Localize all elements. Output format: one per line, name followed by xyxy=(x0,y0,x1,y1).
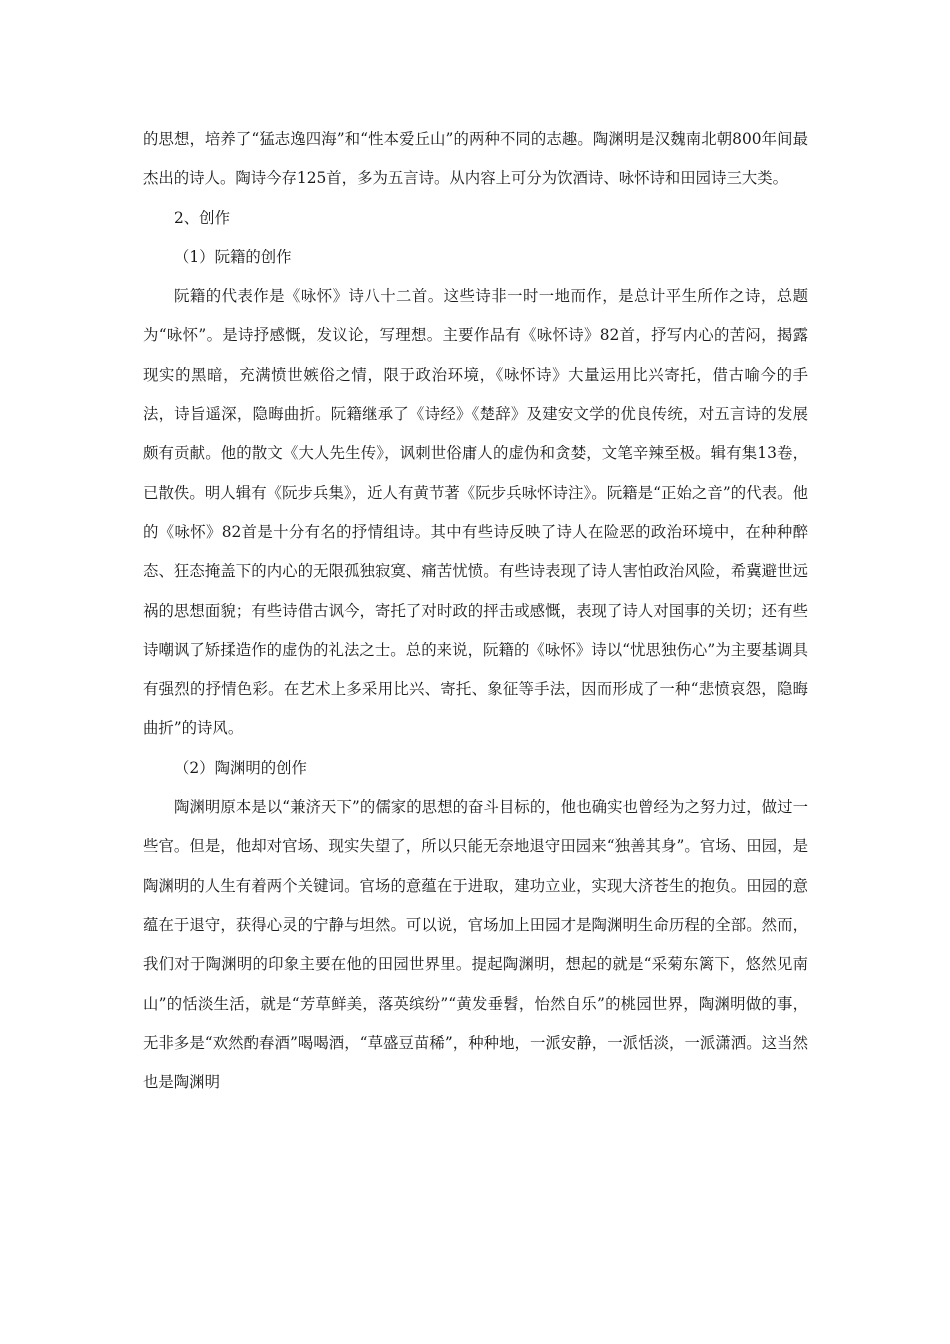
paragraph-tao-intro-continued: 的思想，培养了“猛志逸四海”和“性本爱丘山”的两种不同的志趣。陶渊明是汉魏南北朝800年间最杰出的诗人。陶诗今存125首，多为五言诗。从内容上可分为饮酒诗、咏怀诗和田园诗三大类。 xyxy=(143,130,808,188)
subheading-ruan-ji: （1）阮籍的创作 xyxy=(174,247,292,266)
document-body xyxy=(143,120,808,1102)
paragraph-tao-yuanming-works: 陶渊明原本是以“兼济天下”的儒家的思想的奋斗目标的，他也确实也曾经为之努力过，做过一些官。但是，他却对官场、现实失望了，所以只能无奈地退守田园来“独善其身”。官场、田园，是陶渊明的人生有着两个关键词。官场的意蕴在于进取，建功立业，实现大济苍生的抱负。田园的意蕴在于退守，获得心灵的宁静与坦然。可以说，官场加上田园才是陶渊明生命历程的全部。然而，我们对于陶渊明的印象主要在他的田园世界里。提起陶渊明，想起的就是“采菊东篱下，悠然见南山”的恬淡生活，就是“芳草鲜美，落英缤纷”“黄发垂髫，怡然自乐”的桃园世界，陶渊明做的事，无非多是“欢然酌春酒”喝喝酒，“草盛豆苗稀”，种种地，一派安静，一派恬淡，一派潇洒。这当然也是陶渊明 xyxy=(143,798,808,1092)
section-heading-creation: 2、创作 xyxy=(174,208,230,227)
paragraph-ruan-ji-works: 阮籍的代表作是《咏怀》诗八十二首。这些诗非一时一地而作，是总计平生所作之诗，总题为“咏怀”。是诗抒感慨，发议论，写理想。主要作品有《咏怀诗》82首，抒写内心的苦闷，揭露现实的黑暗，充满愤世嫉俗之情，限于政治环境，《咏怀诗》大量运用比兴寄托，借古喻今的手法，诗旨遥深，隐晦曲折。阮籍继承了《诗经》《楚辞》及建安文学的优良传统，对五言诗的发展颇有贡献。他的散文《大人先生传》，讽刺世俗庸人的虚伪和贪婪，文笔辛辣至极。辑有集13卷，已散佚。明人辑有《阮步兵集》，近人有黄节著《阮步兵咏怀诗注》。阮籍是“正始之音”的代表。他的《咏怀》82首是十分有名的抒情组诗。其中有些诗反映了诗人在险恶的政治环境中，在种种醉态、狂态掩盖下的内心的无限孤独寂寞、痛苦忧愤。有些诗表现了诗人害怕政治风险，希冀避世远祸的思想面貌；有些诗借古讽今，寄托了对时政的抨击或感慨，表现了诗人对国事的关切；还有些诗嘲讽了矫揉造作的虚伪的礼法之士。总的来说，阮籍的《咏怀》诗以“忧思独伤心”为主要基调具有强烈的抒情色彩。在艺术上多采用比兴、寄托、象征等手法，因而形成了一种“悲愤哀怨，隐晦曲折”的诗风。 xyxy=(143,287,808,738)
subheading-tao-yuanming: （2）陶渊明的创作 xyxy=(174,758,307,777)
